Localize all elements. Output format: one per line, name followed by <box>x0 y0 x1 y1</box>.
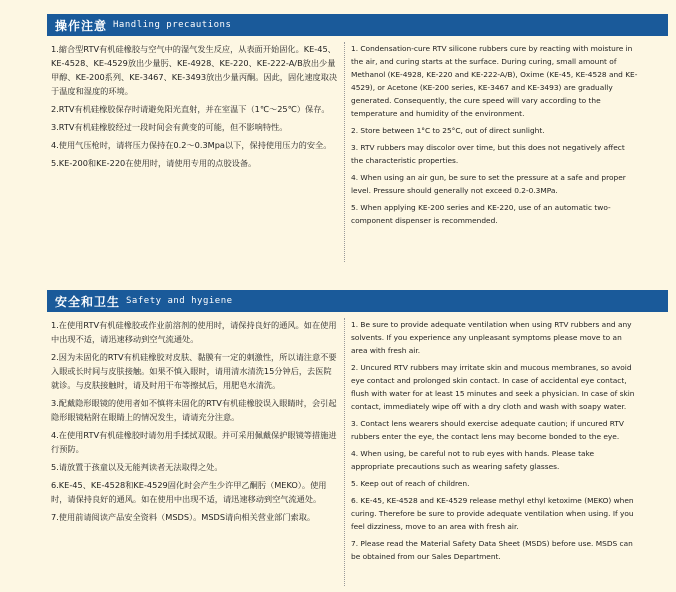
list-item: 4. When using, be careful not to rub eyes with hands. Please take appropriate precautions such as wearing safety glasses. <box>351 449 595 471</box>
handling-header <box>47 14 668 36</box>
handling-list-en <box>351 42 639 231</box>
list-item: 2.RTV有机硅橡胶保存时请避免阳光直射，并在室温下（1℃～25℃）保存。 <box>51 104 330 114</box>
safety-body <box>47 318 668 588</box>
list-item: 1. Condensation-cure RTV silicone rubbers cure by reacting with moisture in the air, and curing starts at the surface. During curing, small amount of Methanol (KE-4928, KE-220 and KE-222-A/B), Oxime (KE-45, KE-4528 and KE-4529), or Acetone (KE-200 series, KE-3467 and KE-3493) are gradually generated. Consequently, the cure speed will vary according to the temperature and humidity of the environment. <box>351 44 638 118</box>
list-item: 1. Be sure to provide adequate ventilation when using RTV rubbers and any solvents. If you experience any unpleasant symptoms please move to an area with fresh air. <box>351 320 632 355</box>
list-item: 3.RTV有机硅橡胶经过一段时间会有黄变的可能，但不影响特性。 <box>51 122 288 132</box>
list-item: 4. When using an air gun, be sure to set the pressure at a safe and proper level. Pressure should generally not exceed 0.2-0.3MPa. <box>351 173 626 195</box>
safety-title-en: Safety and hygiene <box>126 296 233 306</box>
safety-list-en <box>351 318 639 567</box>
list-item: 5.KE-200和KE-220在使用时，请使用专用的点胶设备。 <box>51 158 257 168</box>
list-item: 2. Uncured RTV rubbers may irritate skin and mucous membranes, so avoid eye contact and prolonged skin contact. In case of accidental eye contact, flush with water for at least 15 minutes and seek a physician. In case of skin contact, immediately wipe off with a dry cloth and wash with soapy water. <box>351 363 635 411</box>
handling-title-en: Handling precautions <box>113 20 232 30</box>
list-item: 7. Please read the Material Safety Data Sheet (MSDS) before use. MSDS can be obtained from our Sales Department. <box>351 539 633 561</box>
list-item: 3. RTV rubbers may discolor over time, but this does not negatively affect the characteristic properties. <box>351 143 625 165</box>
handling-body <box>47 42 668 272</box>
list-item: 3.配戴隐形眼镜的使用者如不慎将未固化的RTV有机硅橡胶误入眼睛时，会引起隐形眼镜粘附在眼睛上的情况发生，请请充分注意。 <box>51 398 337 422</box>
safety-list-zh <box>51 318 339 528</box>
safety-header <box>47 290 668 312</box>
list-item: 1.在使用RTV有机硅橡胶或作业前溶剂的使用时，请保持良好的通风。如在使用中出现不适，请迅速移动到空气流通处。 <box>51 320 337 344</box>
handling-list-zh <box>51 42 339 174</box>
list-item: 5. When applying KE-200 series and KE-220, use of an automatic two-component dispenser is recommended. <box>351 203 611 225</box>
list-item: 2.因为未固化的RTV有机硅橡胶对皮肤、黏膜有一定的刺激性，所以请注意不要入眼或长时间与皮肤接触。如果不慎入眼时，请用清水清洗15分钟后，去医院就诊。与皮肤接触时，请及时用干布等擦拭后，用肥皂水清洗。 <box>51 352 337 390</box>
list-item: 4.使用气压枪时，请将压力保持在0.2～0.3Mpa以下，保持使用压力的安全。 <box>51 140 332 150</box>
list-item: 5.请放置于孩童以及无能判读者无法取得之处。 <box>51 462 223 472</box>
list-item: 3. Contact lens wearers should exercise adequate caution; if uncured RTV rubbers enter the eye, the contact lens may become bonded to the eye. <box>351 419 624 441</box>
list-item: 6. KE-45, KE-4528 and KE-4529 release methyl ethyl ketoxime (MEKO) when curing. Therefore be sure to provide adequate ventilation when using. If you feel dizziness, move to an area with fresh air. <box>351 496 634 531</box>
column-divider <box>344 42 345 262</box>
list-item: 6.KE-45、KE-4528和KE-4529固化时会产生少许甲乙酮肟（MEKO）。使用时，请保持良好的通风。如在使用中出现不适，请迅速移动到空气流通处。 <box>51 480 327 504</box>
list-item: 1.縮合型RTV有机硅橡胶与空气中的湿气发生反应，从表面开始固化。KE-45、KE-4528、KE-4529放出少量肟、KE-4928、KE-220、KE-222-A/B放出少量甲醇、KE-200系列、KE-3467、KE-3493放出少量丙酮。因此，固化速度取决于温度和湿度的环境。 <box>51 44 338 96</box>
list-item: 4.在使用RTV有机硅橡胶时请勿用手揉拭双眼。并可采用佩戴保护眼镜等措施进行预防。 <box>51 430 337 454</box>
list-item: 7.使用前请阅读产品安全资料（MSDS）。MSDS请向相关营业部门索取。 <box>51 512 316 522</box>
safety-title-zh: 安全和卫生 <box>55 294 121 309</box>
column-divider <box>344 318 345 586</box>
list-item: 2. Store between 1°C to 25°C, out of direct sunlight. <box>351 126 545 135</box>
list-item: 5. Keep out of reach of children. <box>351 479 470 488</box>
handling-title-zh: 操作注意 <box>55 18 108 33</box>
